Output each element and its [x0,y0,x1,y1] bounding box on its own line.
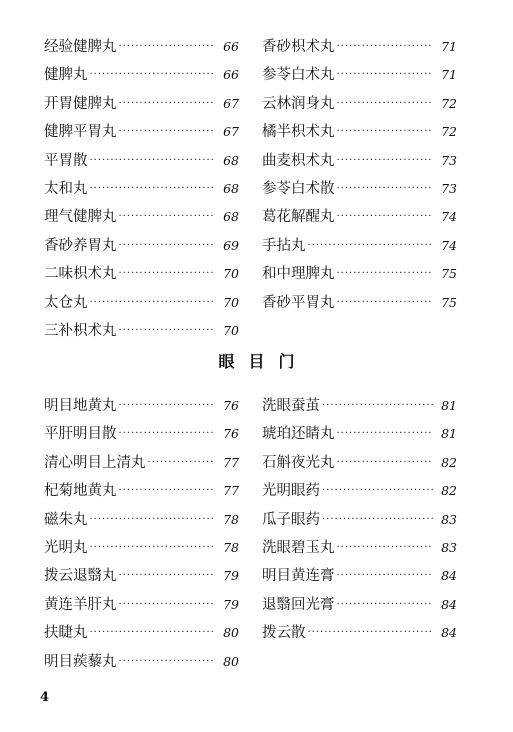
dot-leader [337,269,434,279]
toc-entry-page: 77 [223,454,239,470]
dot-leader [322,401,433,411]
toc-entry-page: 84 [441,568,457,584]
dot-leader [119,241,216,251]
toc-entry-title: 洗眼碧玉丸 [262,540,335,556]
dot-leader [119,212,216,222]
dot-leader [119,571,216,581]
toc-entry-title: 明目黄连膏 [262,568,335,585]
toc-entry [44,450,239,472]
dot-leader [337,42,434,52]
dot-leader [119,401,216,411]
dot-leader [119,127,216,137]
dot-leader [337,156,434,166]
toc-entry [262,62,457,84]
toc-entry-title: 橘半枳术丸 [262,124,335,141]
toc-entry-page: 73 [441,181,457,196]
toc-entry-title: 香砂养胃丸 [44,237,117,254]
toc-entry [262,450,457,472]
toc-entry-title: 理气健脾丸 [44,209,117,226]
dot-leader [119,429,216,439]
toc-entry-page: 84 [441,625,457,641]
toc-entry-page: 66 [223,39,239,54]
toc-entry-title: 葛花解醒丸 [262,209,335,226]
toc-entry-page: 74 [441,209,457,225]
toc-entry-page: 80 [223,625,239,641]
dot-leader [337,600,434,610]
dot-leader [337,543,434,553]
toc-entry-title: 开胃健脾丸 [44,95,117,112]
toc-entry-title: 光明丸 [44,540,88,556]
toc-entry-page: 68 [223,152,239,168]
toc-entry-title: 曲麦枳术丸 [262,152,335,169]
toc-entry [262,290,457,312]
toc-entry [44,62,239,84]
toc-entry-title: 退翳回光膏 [262,596,335,613]
toc-entry-title: 健脾平胃丸 [44,124,117,141]
dot-leader [322,515,433,525]
toc-entry [44,318,239,340]
toc-entry-page: 69 [223,237,239,253]
toc-entry [262,592,457,614]
toc-entry-title: 清心明目上清丸 [44,454,146,471]
toc-entry-title: 平肝明目散 [44,426,117,443]
toc-entry [44,620,239,642]
toc-entry [262,204,457,226]
toc-entry-page: 72 [441,95,457,111]
toc-entry [44,535,239,557]
toc-entry-title: 参苓白术丸 [262,67,335,84]
toc-entry [44,91,239,113]
toc-entry [44,421,239,443]
toc-entry-title: 黄连羊肝丸 [44,596,117,613]
dot-leader [337,127,434,137]
toc-entry [262,507,457,529]
dot-leader [119,269,216,279]
toc-entry-page: 75 [441,266,457,282]
section-title: 眼目门 [218,352,309,371]
toc-entry [262,535,457,557]
toc-entry-title: 云林润身丸 [262,95,335,112]
toc-entry-page: 75 [441,294,457,310]
toc-entry [44,393,239,415]
toc-entry [262,148,457,170]
toc-entry [44,563,239,585]
toc-entry [44,204,239,226]
page-number: 4 [40,690,50,705]
toc-entry-title: 手拈丸 [262,237,306,254]
toc-entry-title: 洗眼蚕茧 [262,398,320,414]
toc-entry-page: 74 [441,237,457,253]
toc-entry-title: 参苓白术散 [262,181,335,197]
toc-entry-page: 77 [223,483,239,499]
toc-entry-page: 67 [223,124,239,140]
toc-entry-page: 67 [223,95,239,111]
dot-leader [119,326,216,336]
toc-entry [262,233,457,255]
dot-leader [337,429,434,439]
toc-entry [262,563,457,585]
toc-entry [262,393,457,415]
dot-leader [90,298,216,308]
toc-entry [262,478,457,500]
toc-entry [262,176,457,198]
toc-entry-page: 78 [223,540,239,555]
toc-entry-page: 68 [223,181,239,196]
dot-leader [119,600,216,610]
toc-entry-page: 70 [223,266,239,282]
toc-entry [262,620,457,642]
dot-leader [337,99,434,109]
toc-entry-title: 太仓丸 [44,294,88,311]
toc-entry [262,91,457,113]
toc-entry [44,290,239,312]
toc-entry-title: 和中理脾丸 [262,266,335,283]
dot-leader [337,298,434,308]
dot-leader [337,212,434,222]
dot-leader [90,70,216,80]
toc-entry-page: 83 [441,511,457,527]
dot-leader [322,486,433,496]
toc-entry-page: 79 [223,568,239,584]
toc-entry-page: 83 [441,540,457,555]
toc-entry [44,233,239,255]
dot-leader [119,42,216,52]
dot-leader [308,241,434,251]
toc-entry-title: 磁朱丸 [44,511,88,528]
toc-entry-title: 石斛夜光丸 [262,454,335,471]
dot-leader [119,99,216,109]
dot-leader [337,70,434,80]
toc-entry-title: 太和丸 [44,181,88,197]
toc-entry-page: 72 [441,124,457,140]
dot-leader [308,628,434,638]
toc-entry [44,507,239,529]
toc-entry [262,34,457,56]
toc-entry-title: 香砂枳术丸 [262,39,335,55]
toc-entry [44,261,239,283]
toc-entry-title: 三补枳术丸 [44,323,117,339]
toc-entry [262,261,457,283]
toc-entry-title: 香砂平胃丸 [262,294,335,311]
toc-entry [44,119,239,141]
toc-entry-page: 82 [441,483,457,499]
dot-leader [337,184,434,194]
toc-entry-page: 84 [441,596,457,612]
toc-entry-title: 琥珀还睛丸 [262,426,335,443]
toc-entry-title: 明目蒺藜丸 [44,653,117,670]
toc-entry-page: 66 [223,67,239,83]
dot-leader [90,515,216,525]
toc-entry-page: 71 [441,67,457,83]
dot-leader [90,184,216,194]
toc-entry [262,119,457,141]
toc-entry-title: 扶睫丸 [44,625,88,642]
toc-entry-title: 拨云退翳丸 [44,568,117,585]
toc-entry-title: 健脾丸 [44,67,88,84]
toc-entry-title: 杞菊地黄丸 [44,483,117,500]
toc-entry [44,592,239,614]
toc-entry-page: 82 [441,454,457,470]
toc-entry-title: 光明眼药 [262,483,320,500]
toc-entry-title: 拨云散 [262,625,306,642]
dot-leader [337,458,434,468]
toc-entry-page: 71 [441,39,457,54]
toc-entry-title: 明目地黄丸 [44,398,117,414]
toc-entry [44,34,239,56]
dot-leader [119,657,216,667]
toc-entry-page: 80 [223,653,239,669]
toc-entry-page: 70 [223,294,239,310]
toc-entry-page: 81 [441,426,457,442]
toc-entry [44,478,239,500]
toc-entry [44,649,239,671]
toc-entry-page: 79 [223,596,239,612]
toc-entry-page: 73 [441,152,457,168]
dot-leader [90,543,216,553]
toc-entry [44,176,239,198]
toc-entry-page: 78 [223,511,239,527]
toc-entry-title: 瓜子眼药 [262,511,320,528]
dot-leader [148,458,216,468]
toc-entry-title: 经验健脾丸 [44,39,117,55]
toc-entry-title: 二味枳术丸 [44,266,117,283]
toc-entry-page: 81 [441,398,457,413]
toc-entry-page: 76 [223,426,239,442]
dot-leader [90,156,216,166]
toc-entry-page: 70 [223,323,239,338]
toc-entry-page: 68 [223,209,239,225]
dot-leader [90,628,216,638]
toc-entry [262,421,457,443]
toc-entry [44,148,239,170]
dot-leader [119,486,216,496]
toc-entry-title: 平胃散 [44,152,88,169]
toc-entry-page: 76 [223,398,239,413]
dot-leader [337,571,434,581]
